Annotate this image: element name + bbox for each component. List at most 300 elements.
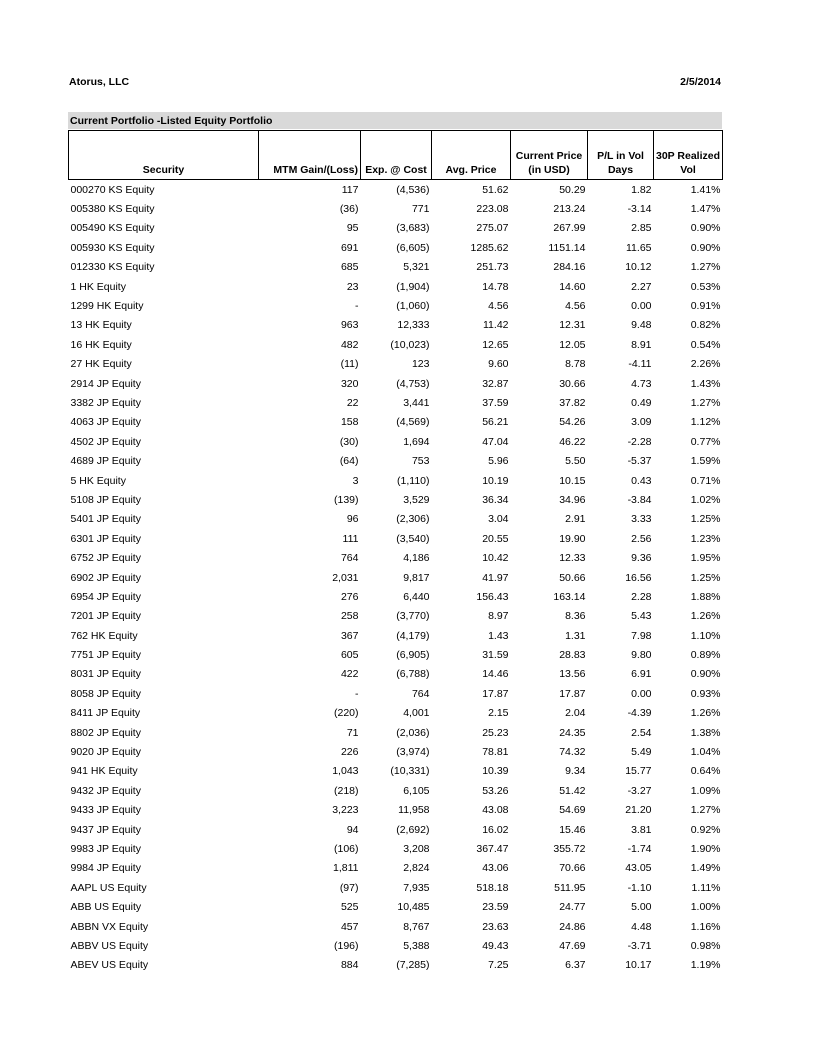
pl-vol-days-cell: 3.33 (631, 513, 652, 526)
exp-at-cost-cell: (7,285) (396, 959, 430, 972)
security-cell: 9437 JP Equity (70, 823, 141, 836)
table-row (69, 568, 723, 587)
exp-at-cost-cell: 8,767 (403, 920, 430, 933)
current-price-cell: 2.04 (565, 707, 586, 720)
exp-at-cost-cell: 2,824 (403, 862, 430, 875)
realized-vol-cell: 0.90% (690, 222, 721, 235)
col-current-price: Current Price (in USD) (511, 131, 588, 180)
table-row (69, 839, 723, 858)
realized-vol-cell: 1.00% (690, 901, 721, 914)
pl-vol-days-cell: 4.73 (631, 377, 652, 390)
table-row (69, 277, 723, 296)
exp-at-cost-cell: (3,683) (396, 222, 430, 235)
current-price-cell: 24.35 (559, 726, 586, 739)
current-price-cell: 47.69 (559, 939, 586, 952)
current-price-cell: 30.66 (559, 377, 586, 390)
exp-at-cost-cell: 3,208 (403, 842, 430, 855)
exp-at-cost-cell: (1,904) (396, 280, 430, 293)
exp-at-cost-cell: (4,569) (396, 416, 430, 429)
avg-price-cell: 36.34 (482, 493, 509, 506)
current-price-cell: 51.42 (559, 784, 586, 797)
realized-vol-cell: 1.16% (690, 920, 721, 933)
exp-at-cost-cell: 5,388 (403, 939, 430, 952)
exp-at-cost-cell: (6,788) (396, 668, 430, 681)
security-cell: 8411 JP Equity (70, 707, 141, 720)
exp-at-cost-cell: 10,485 (397, 901, 430, 914)
security-cell: 762 HK Equity (70, 629, 138, 642)
col-pl-vol-days: P/L in Vol Days (588, 131, 654, 180)
realized-vol-cell: 0.77% (690, 435, 721, 448)
realized-vol-cell: 1.26% (690, 610, 721, 623)
table-row (69, 490, 723, 509)
security-cell: 8802 JP Equity (70, 726, 141, 739)
pl-vol-days-cell: 2.54 (631, 726, 652, 739)
avg-price-cell: 43.08 (482, 804, 509, 817)
mtm-gain-loss-cell: (97) (339, 881, 359, 894)
current-price-cell: 15.46 (559, 823, 586, 836)
table-row (69, 219, 723, 238)
security-cell: 8031 JP Equity (70, 668, 141, 681)
exp-at-cost-cell: 11,958 (398, 804, 430, 817)
exp-at-cost-cell: 3,529 (403, 493, 430, 506)
realized-vol-cell: 1.19% (690, 959, 721, 972)
avg-price-cell: 7.25 (488, 959, 509, 972)
realized-vol-cell: 0.90% (690, 668, 721, 681)
company-name: Atorus, LLC (69, 76, 130, 88)
table-row (69, 471, 723, 490)
current-price-cell: 213.24 (553, 203, 586, 216)
current-price-cell: 511.95 (554, 881, 586, 894)
current-price-cell: 34.96 (559, 493, 586, 506)
avg-price-cell: 518.18 (476, 881, 509, 894)
exp-at-cost-cell: 753 (411, 455, 430, 468)
avg-price-cell: 25.23 (482, 726, 509, 739)
exp-at-cost-cell: 9,817 (403, 571, 430, 584)
table-row (69, 704, 723, 723)
realized-vol-cell: 1.88% (690, 590, 721, 603)
security-cell: ABEV US Equity (70, 959, 149, 972)
table-row (69, 684, 723, 703)
realized-vol-cell: 1.59% (690, 455, 721, 468)
pl-vol-days-cell: 11.65 (626, 241, 652, 254)
realized-vol-cell: 0.53% (690, 280, 721, 293)
pl-vol-days-cell: 2.27 (631, 280, 652, 293)
realized-vol-cell: 1.26% (690, 707, 721, 720)
current-price-cell: 1.31 (565, 629, 586, 642)
security-cell: 4689 JP Equity (70, 455, 141, 468)
realized-vol-cell: 1.90% (690, 842, 721, 855)
current-price-cell: 19.90 (559, 532, 586, 545)
avg-price-cell: 11.42 (483, 319, 509, 332)
pl-vol-days-cell: -1.74 (627, 842, 652, 855)
realized-vol-cell: 1.43% (690, 377, 721, 390)
realized-vol-cell: 1.27% (690, 804, 721, 817)
pl-vol-days-cell: 16.56 (625, 571, 652, 584)
avg-price-cell: 10.39 (482, 765, 509, 778)
avg-price-cell: 3.04 (488, 513, 509, 526)
current-price-cell: 355.72 (553, 842, 586, 855)
realized-vol-cell: 1.04% (690, 746, 721, 759)
mtm-gain-loss-cell: 23 (346, 280, 359, 293)
realized-vol-cell: 1.25% (690, 571, 721, 584)
realized-vol-cell: 1.11% (691, 881, 721, 894)
col-security: Security (69, 131, 259, 180)
portfolio-table (68, 130, 723, 975)
table-row (69, 296, 723, 315)
mtm-gain-loss-cell: (30) (339, 435, 359, 448)
security-cell: 005930 KS Equity (70, 241, 155, 254)
current-price-cell: 37.82 (559, 396, 586, 409)
current-price-cell: 17.87 (559, 687, 586, 700)
table-row (69, 355, 723, 374)
current-price-cell: 12.05 (559, 338, 586, 351)
pl-vol-days-cell: 0.00 (631, 300, 652, 313)
current-price-cell: 284.16 (553, 261, 586, 274)
exp-at-cost-cell: (6,905) (396, 649, 430, 662)
mtm-gain-loss-cell: 422 (340, 668, 359, 681)
table-row (69, 607, 723, 626)
security-cell: ABBN VX Equity (70, 920, 149, 933)
security-cell: 4063 JP Equity (70, 416, 141, 429)
mtm-gain-loss-cell: 367 (340, 629, 359, 642)
current-price-cell: 13.56 (559, 668, 586, 681)
avg-price-cell: 223.08 (476, 203, 509, 216)
mtm-gain-loss-cell: 95 (346, 222, 359, 235)
exp-at-cost-cell: (3,974) (396, 746, 430, 759)
exp-at-cost-cell: (2,036) (396, 726, 430, 739)
pl-vol-days-cell: 3.09 (631, 416, 652, 429)
exp-at-cost-cell: 5,321 (403, 261, 430, 274)
table-row (69, 393, 723, 412)
security-cell: 005490 KS Equity (70, 222, 155, 235)
security-cell: 27 HK Equity (70, 358, 132, 371)
mtm-gain-loss-cell: 111 (342, 532, 359, 545)
exp-at-cost-cell: (2,692) (396, 823, 430, 836)
avg-price-cell: 12.65 (482, 338, 509, 351)
security-cell: 2914 JP Equity (70, 377, 141, 390)
realized-vol-cell: 1.95% (690, 552, 721, 565)
table-row (69, 781, 723, 800)
realized-vol-cell: 1.49% (690, 862, 721, 875)
current-price-cell: 5.50 (565, 455, 586, 468)
table-row (69, 238, 723, 257)
security-cell: 5 HK Equity (70, 474, 126, 487)
current-price-cell: 9.34 (565, 765, 586, 778)
pl-vol-days-cell: 2.56 (631, 532, 652, 545)
table-row (69, 897, 723, 916)
mtm-gain-loss-cell: 605 (340, 649, 359, 662)
security-cell: 7751 JP Equity (70, 649, 141, 662)
exp-at-cost-cell: 7,935 (403, 881, 430, 894)
realized-vol-cell: 1.38% (690, 726, 721, 739)
pl-vol-days-cell: 2.28 (631, 590, 652, 603)
table-row (69, 510, 723, 529)
mtm-gain-loss-cell: (36) (339, 203, 359, 216)
mtm-gain-loss-cell: 22 (346, 396, 359, 409)
avg-price-cell: 10.19 (482, 474, 509, 487)
table-row (69, 451, 723, 470)
mtm-gain-loss-cell: (106) (333, 842, 359, 855)
avg-price-cell: 49.43 (482, 939, 509, 952)
table-row (69, 762, 723, 781)
pl-vol-days-cell: -4.11 (628, 358, 652, 371)
security-cell: 005380 KS Equity (70, 203, 155, 216)
mtm-gain-loss-cell: 320 (340, 377, 359, 390)
pl-vol-days-cell: 9.80 (631, 649, 652, 662)
avg-price-cell: 32.87 (482, 377, 509, 390)
table-row (69, 742, 723, 761)
exp-at-cost-cell: 1,694 (403, 435, 430, 448)
mtm-gain-loss-cell: 963 (340, 319, 359, 332)
col-avg-price: Avg. Price (432, 131, 511, 180)
table-row (69, 587, 723, 606)
table-row (69, 917, 723, 936)
pl-vol-days-cell: 0.43 (631, 474, 652, 487)
current-price-cell: 12.31 (559, 319, 586, 332)
avg-price-cell: 47.04 (482, 435, 509, 448)
mtm-gain-loss-cell: 764 (340, 552, 359, 565)
pl-vol-days-cell: 3.81 (631, 823, 652, 836)
pl-vol-days-cell: -3.71 (627, 939, 652, 952)
exp-at-cost-cell: 4,186 (403, 552, 430, 565)
pl-vol-days-cell: 21.20 (625, 804, 652, 817)
realized-vol-cell: 0.54% (690, 338, 721, 351)
pl-vol-days-cell: 10.17 (625, 959, 652, 972)
current-price-cell: 267.99 (553, 222, 586, 235)
current-price-cell: 50.66 (559, 571, 586, 584)
table-row (69, 801, 723, 820)
mtm-gain-loss-cell: 3,223 (332, 804, 359, 817)
realized-vol-cell: 1.12% (690, 416, 721, 429)
avg-price-cell: 41.97 (482, 571, 509, 584)
table-row (69, 820, 723, 839)
table-row (69, 878, 723, 897)
exp-at-cost-cell: 12,333 (397, 319, 430, 332)
current-price-cell: 50.29 (559, 183, 586, 196)
mtm-gain-loss-cell: 482 (340, 338, 359, 351)
pl-vol-days-cell: 5.00 (631, 901, 652, 914)
table-row (69, 548, 723, 567)
exp-at-cost-cell: (3,540) (396, 532, 430, 545)
exp-at-cost-cell: 6,105 (403, 784, 430, 797)
current-price-cell: 74.32 (559, 746, 586, 759)
exp-at-cost-cell: (4,536) (396, 183, 430, 196)
security-cell: 7201 JP Equity (70, 610, 141, 623)
pl-vol-days-cell: 15.77 (625, 765, 652, 778)
realized-vol-cell: 0.64% (690, 765, 721, 778)
realized-vol-cell: 1.25% (690, 513, 721, 526)
current-price-cell: 46.22 (559, 435, 586, 448)
avg-price-cell: 5.96 (488, 455, 509, 468)
security-cell: 6902 JP Equity (70, 571, 141, 584)
realized-vol-cell: 0.71% (690, 474, 721, 487)
pl-vol-days-cell: -3.14 (627, 203, 652, 216)
mtm-gain-loss-cell: 276 (340, 590, 359, 603)
pl-vol-days-cell: 43.05 (625, 862, 652, 875)
mtm-gain-loss-cell: 226 (340, 746, 359, 759)
header-row (69, 131, 723, 180)
avg-price-cell: 53.26 (482, 784, 509, 797)
realized-vol-cell: 0.92% (690, 823, 721, 836)
pl-vol-days-cell: 0.00 (631, 687, 652, 700)
exp-at-cost-cell: (10,023) (390, 338, 430, 351)
security-cell: 5401 JP Equity (70, 513, 141, 526)
avg-price-cell: 9.60 (488, 358, 509, 371)
realized-vol-cell: 2.26% (690, 358, 721, 371)
mtm-gain-loss-cell: 457 (340, 920, 359, 933)
col-exp-at-cost: Exp. @ Cost (361, 131, 432, 180)
pl-vol-days-cell: 2.85 (631, 222, 652, 235)
col-mtm-gain-loss: MTM Gain/(Loss) (259, 131, 361, 180)
mtm-gain-loss-cell: 71 (346, 726, 359, 739)
pl-vol-days-cell: 8.91 (631, 338, 652, 351)
pl-vol-days-cell: 5.43 (631, 610, 652, 623)
exp-at-cost-cell: (1,110) (397, 474, 430, 487)
avg-price-cell: 43.06 (482, 862, 509, 875)
exp-at-cost-cell: 4,001 (403, 707, 430, 720)
exp-at-cost-cell: (2,306) (396, 513, 430, 526)
exp-at-cost-cell: 771 (411, 203, 430, 216)
table-row (69, 626, 723, 645)
mtm-gain-loss-cell: (11) (340, 358, 359, 371)
realized-vol-cell: 0.82% (690, 319, 721, 332)
table-row (69, 180, 723, 200)
exp-at-cost-cell: 764 (411, 687, 430, 700)
exp-at-cost-cell: 3,441 (403, 396, 430, 409)
mtm-gain-loss-cell: 1,043 (332, 765, 359, 778)
exp-at-cost-cell: (1,060) (396, 300, 430, 313)
security-cell: 1 HK Equity (70, 280, 126, 293)
security-cell: 9020 JP Equity (70, 746, 141, 759)
avg-price-cell: 23.59 (482, 901, 509, 914)
avg-price-cell: 156.43 (476, 590, 509, 603)
current-price-cell: 54.69 (559, 804, 586, 817)
mtm-gain-loss-cell: (218) (333, 784, 359, 797)
security-cell: 012330 KS Equity (70, 261, 155, 274)
realized-vol-cell: 1.09% (690, 784, 721, 797)
mtm-gain-loss-cell: 525 (340, 901, 359, 914)
mtm-gain-loss-cell: - (355, 300, 359, 313)
security-cell: 9984 JP Equity (70, 862, 141, 875)
exp-at-cost-cell: (6,605) (396, 241, 430, 254)
security-cell: 13 HK Equity (70, 319, 132, 332)
security-cell: 5108 JP Equity (70, 493, 141, 506)
mtm-gain-loss-cell: 117 (341, 183, 359, 196)
security-cell: 3382 JP Equity (70, 396, 141, 409)
exp-at-cost-cell: (4,179) (396, 629, 430, 642)
current-price-cell: 24.77 (559, 901, 586, 914)
table-row (69, 665, 723, 684)
security-cell: 000270 KS Equity (70, 183, 155, 196)
current-price-cell: 14.60 (559, 280, 586, 293)
pl-vol-days-cell: -2.28 (627, 435, 652, 448)
pl-vol-days-cell: -5.37 (627, 455, 652, 468)
security-cell: 9432 JP Equity (70, 784, 141, 797)
pl-vol-days-cell: 9.48 (631, 319, 652, 332)
avg-price-cell: 251.73 (476, 261, 509, 274)
mtm-gain-loss-cell: 691 (340, 241, 359, 254)
table-row (69, 316, 723, 335)
pl-vol-days-cell: 4.48 (631, 920, 652, 933)
realized-vol-cell: 1.23% (690, 532, 721, 545)
security-cell: 8058 JP Equity (70, 687, 141, 700)
mtm-gain-loss-cell: 158 (340, 416, 359, 429)
current-price-cell: 6.37 (565, 959, 586, 972)
mtm-gain-loss-cell: 94 (346, 823, 359, 836)
table-row (69, 723, 723, 742)
table-row (69, 374, 723, 393)
pl-vol-days-cell: 6.91 (631, 668, 652, 681)
realized-vol-cell: 1.10% (690, 629, 721, 642)
avg-price-cell: 56.21 (482, 416, 509, 429)
security-cell: 1299 HK Equity (70, 300, 144, 313)
current-price-cell: 28.83 (559, 649, 586, 662)
avg-price-cell: 367.47 (476, 842, 509, 855)
security-cell: AAPL US Equity (70, 881, 147, 894)
mtm-gain-loss-cell: - (355, 687, 359, 700)
current-price-cell: 12.33 (559, 552, 586, 565)
avg-price-cell: 16.02 (482, 823, 509, 836)
current-price-cell: 54.26 (559, 416, 586, 429)
pl-vol-days-cell: -1.10 (627, 881, 652, 894)
current-price-cell: 1151.14 (548, 241, 586, 254)
exp-at-cost-cell: (10,331) (390, 765, 430, 778)
current-price-cell: 8.78 (565, 358, 586, 371)
table-row (69, 645, 723, 664)
avg-price-cell: 10.42 (482, 552, 509, 565)
mtm-gain-loss-cell: (64) (339, 455, 359, 468)
security-cell: 9983 JP Equity (70, 842, 141, 855)
col-realized-vol: 30P Realized Vol (654, 131, 723, 180)
mtm-gain-loss-cell: (196) (333, 939, 359, 952)
realized-vol-cell: 1.47% (690, 203, 721, 216)
security-cell: 4502 JP Equity (70, 435, 141, 448)
pl-vol-days-cell: -3.27 (627, 784, 652, 797)
pl-vol-days-cell: 1.82 (631, 183, 652, 196)
table-row (69, 956, 723, 975)
avg-price-cell: 23.63 (482, 920, 509, 933)
realized-vol-cell: 1.27% (690, 261, 721, 274)
current-price-cell: 4.56 (565, 300, 586, 313)
realized-vol-cell: 0.90% (690, 241, 721, 254)
security-cell: 6301 JP Equity (70, 532, 141, 545)
security-cell: 941 HK Equity (70, 765, 138, 778)
realized-vol-cell: 0.98% (690, 939, 721, 952)
mtm-gain-loss-cell: (220) (333, 707, 359, 720)
pl-vol-days-cell: -3.84 (627, 493, 652, 506)
table-row (69, 413, 723, 432)
exp-at-cost-cell: (4,753) (396, 377, 430, 390)
avg-price-cell: 20.55 (482, 532, 509, 545)
pl-vol-days-cell: 0.49 (631, 396, 652, 409)
pl-vol-days-cell: 5.49 (631, 746, 652, 759)
mtm-gain-loss-cell: 884 (340, 959, 359, 972)
current-price-cell: 2.91 (565, 513, 586, 526)
mtm-gain-loss-cell: 685 (340, 261, 359, 274)
pl-vol-days-cell: 7.98 (631, 629, 652, 642)
mtm-gain-loss-cell: 3 (352, 474, 359, 487)
security-cell: 16 HK Equity (70, 338, 132, 351)
mtm-gain-loss-cell: (139) (333, 493, 359, 506)
exp-at-cost-cell: 123 (411, 358, 430, 371)
avg-price-cell: 4.56 (488, 300, 509, 313)
mtm-gain-loss-cell: 96 (346, 513, 359, 526)
avg-price-cell: 51.62 (482, 183, 509, 196)
table-row (69, 432, 723, 451)
avg-price-cell: 1285.62 (470, 241, 509, 254)
report-date: 2/5/2014 (680, 76, 721, 88)
security-cell: 9433 JP Equity (70, 804, 141, 817)
